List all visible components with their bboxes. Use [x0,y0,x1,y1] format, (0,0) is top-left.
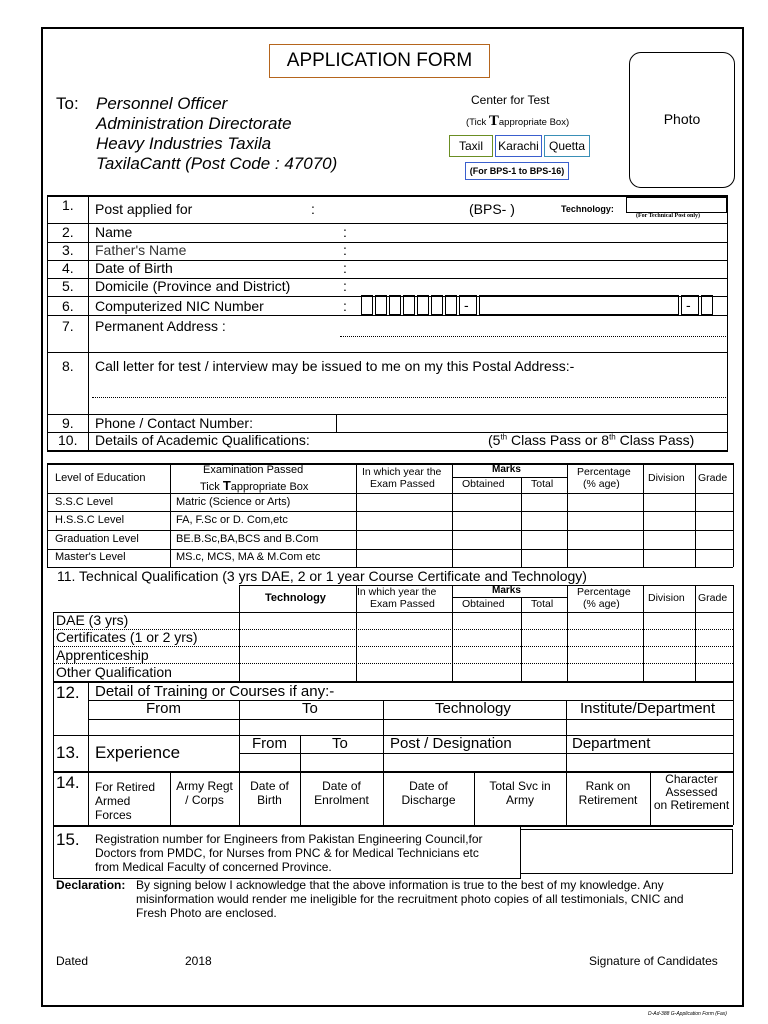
tech-row-apprenticeship: Apprenticeship [56,647,149,663]
academic-level-hssc: H.S.S.C Level [55,514,125,526]
declaration-label: Declaration: [56,878,126,892]
academic-label: Details of Academic Qualifications: [95,432,310,448]
retired-col-rank: Rank on [585,779,631,793]
address-line-4: TaxilaCantt (Post Code : 47070) [96,154,338,173]
training-col-to: To [302,700,318,717]
dated-label: Dated [56,954,89,968]
dated-year: 2018 [185,954,212,968]
phone-input[interactable] [336,415,727,432]
center-checkbox-karachi[interactable]: Karachi [495,135,542,157]
retired-col-birth: Date of [250,779,289,793]
experience-col-post: Post / Designation [390,735,512,752]
training-col-from: From [146,700,181,717]
registration-text: Registration number for Engineers from Pakistan Engineering Council,for [95,832,483,846]
col-year: In which year the [362,466,442,478]
col-exam: Examination Passed [203,464,304,476]
training-col-technology: Technology [435,700,511,717]
photo-label: Photo [663,111,701,127]
name-label: Name [95,224,133,240]
retired-label: For Retired [95,780,156,794]
phone-label: Phone / Contact Number: [95,415,253,431]
experience-col-from: From [252,735,287,752]
tick-note: (Tick Tappropriate Box) [466,113,570,129]
cnic-digit[interactable] [403,295,415,315]
bps-note: (For BPS-1 to BPS-16) [465,162,569,180]
registration-number-input[interactable] [520,829,733,874]
fathers-name-label: Father's Name [95,242,187,258]
cnic-digit[interactable] [389,295,401,315]
cnic-digit[interactable] [417,295,429,315]
center-checkbox-quetta[interactable]: Quetta [544,135,590,157]
cnic-middle-input[interactable] [479,295,679,315]
tech-row-other: Other Qualification [56,664,172,680]
cnic-digit[interactable] [361,295,373,315]
col-obtained: Obtained [462,478,505,490]
academic-level-masters: Master's Level [55,551,126,563]
tech-col-technology: Technology [265,592,326,604]
cnic-label: Computerized NIC Number [95,298,264,314]
experience-label: Experience [95,743,181,762]
col-grade: Grade [698,472,728,484]
cnic-digit[interactable] [375,295,387,315]
retired-col-regt: Army Regt [176,779,233,793]
center-title: Center for Test [471,93,550,107]
col-marks: Marks [492,464,521,475]
tech-row-dae: DAE (3 yrs) [56,612,129,628]
retired-col-discharge: Date of [409,779,448,793]
cnic-digit[interactable] [445,295,457,315]
address-line-2: Administration Directorate [96,114,292,133]
training-col-institute: Institute/Department [580,700,716,717]
domicile-label: Domicile (Province and District) [95,278,291,294]
address-line-1: Personnel Officer [96,94,228,113]
technology-input[interactable] [626,197,727,213]
academic-note: (5th Class Pass or 8th Class Pass) [488,432,695,448]
col-total: Total [531,478,554,490]
col-percentage: Percentage [577,466,631,478]
cnic-digit[interactable] [431,295,443,315]
technical-heading: 11. Technical Qualification (3 yrs DAE, 2 or 1 year Course Certificate and Technology) [57,568,587,584]
retired-col-character: Character [665,772,718,786]
col-level: Level of Education [55,472,146,484]
declaration-text: By signing below I acknowledge that the above information is true to the best of my knowledge. Any [136,878,664,892]
technology-label: Technology: [561,204,614,214]
academic-level-ssc: S.S.C Level [55,496,114,508]
cnic-check-digit[interactable] [701,295,713,315]
retired-col-service: Total Svc in [489,779,551,793]
dob-label: Date of Birth [95,260,173,276]
post-applied-label: Post applied for [95,201,193,217]
training-label: Detail of Training or Courses if any:- [95,683,335,700]
center-checkbox-taxila[interactable]: Taxil [449,135,493,157]
form-title: APPLICATION FORM [269,44,490,78]
form-code: D-Ad-388 G-Application Form (Fax) [648,1011,727,1017]
to-label: To: [56,94,79,113]
address-line-3: Heavy Industries Taxila [96,134,272,153]
retired-col-enrolment: Date of [322,779,361,793]
postal-address-label: Call letter for test / interview may be issued to me on my this Postal Address:- [95,358,575,374]
bps-field[interactable]: (BPS- ) [469,201,515,217]
signature-label: Signature of Candidates [589,954,718,968]
experience-col-department: Department [572,735,651,752]
experience-col-to: To [332,735,348,752]
permanent-address-label: Permanent Address : [95,318,226,334]
photo-box[interactable] [629,52,735,188]
academic-level-graduation: Graduation Level [55,533,139,545]
tech-row-certificates: Certificates (1 or 2 yrs) [56,629,198,645]
col-division: Division [648,472,685,484]
